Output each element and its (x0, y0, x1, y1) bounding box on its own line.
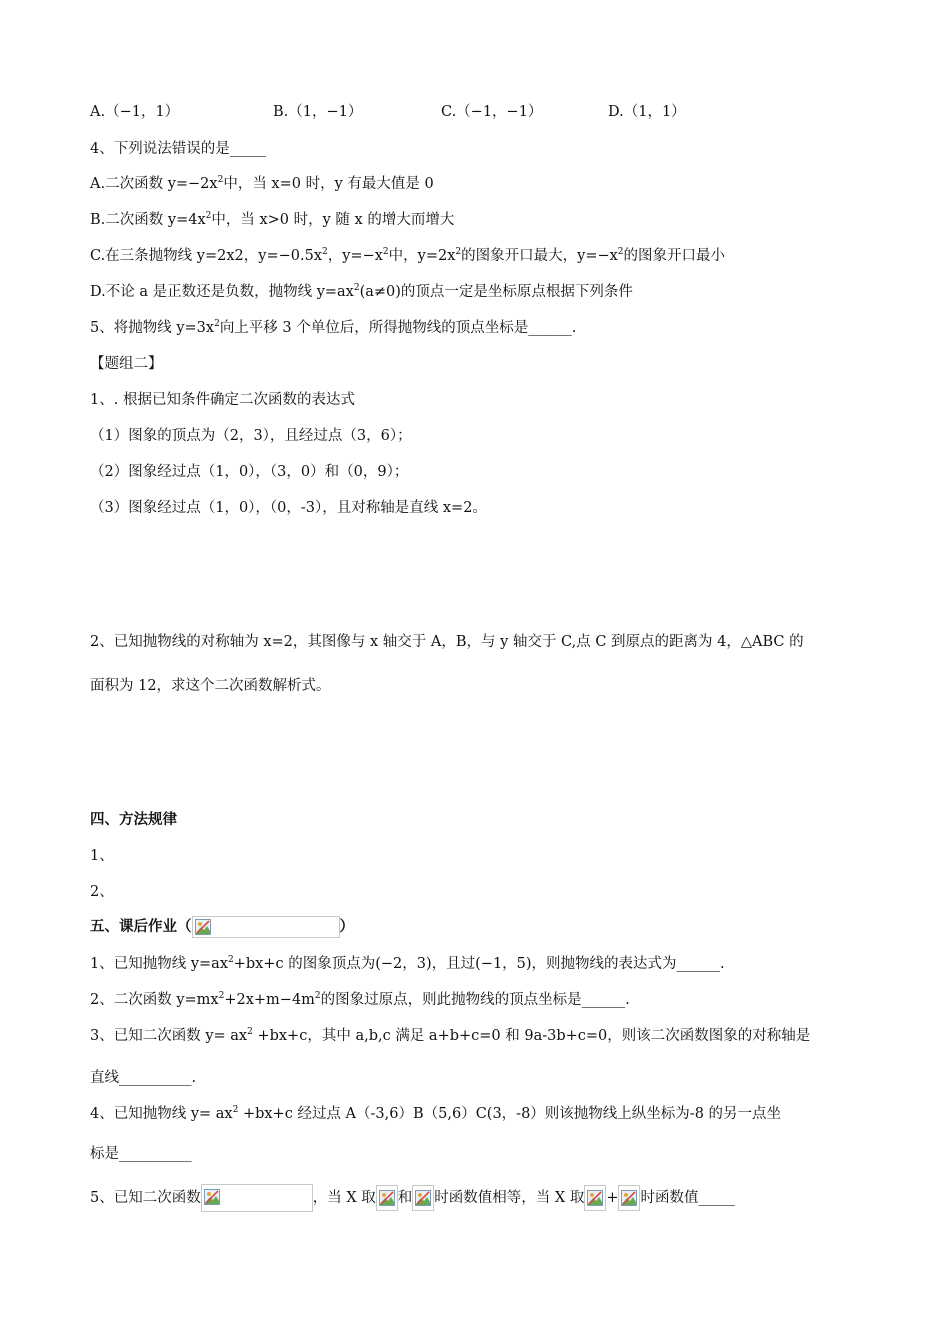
q4-option-b: B.二次函数 $y=4x^2$中，当 x>0 时，y 随 x 的增大而增大 (90, 211, 455, 228)
option-d: D.（1，1） (608, 104, 686, 120)
hw4-answer-blank: __________ (119, 1146, 192, 1162)
option-c: C.（−1，−1） (441, 104, 543, 120)
broken-image-icon (412, 1185, 434, 1211)
broken-image-icon (201, 1184, 313, 1212)
group2-q1: 1、. 根据已知条件确定二次函数的表达式 (90, 392, 355, 408)
hw3-line1: 3、已知二次函数 $y= ax^2 +bx+c$，其中 a,b,c 满足 a+b+c=0 和 9a-3b+c=0，则该二次函数图象的对称轴是 (90, 1027, 811, 1044)
broken-image-icon (376, 1185, 398, 1211)
group2-q1-3: （3）图象经过点（1，0），（0，-3），且对称轴是直线 x=2。 (90, 500, 487, 516)
q4-option-d: D.不论 a 是正数还是负数，抛物线 $y=ax^2(a\ne 0)$的顶点一定是坐标原点根据下列条件 (90, 283, 633, 300)
section4-item1: 1、 (90, 848, 114, 864)
option-b: B.（1，−1） (273, 104, 363, 120)
hw5-answer-blank: _____ (698, 1190, 735, 1206)
section5-title: 五、课后作业（ ） (90, 916, 354, 938)
hw3-answer-blank: __________ (119, 1070, 192, 1086)
q4-option-a: A.二次函数 $y=-2x^2$中，当 x=0 时，y 有最大值是 0 (90, 175, 434, 192)
broken-image-icon (584, 1185, 606, 1211)
broken-image-icon (618, 1185, 640, 1211)
section4-item2: 2、 (90, 884, 114, 900)
section4-title: 四、方法规律 (90, 812, 177, 828)
group2-q2-line1: 2、已知抛物线的对称轴为 x=2，其图像与 x 轴交于 A，B，与 y 轴交于 C,点 C 到原点的距离为 4，△ABC 的 (90, 634, 804, 650)
hw3-line2: 直线__________. (90, 1070, 197, 1086)
option-a: A.（−1，1） (90, 104, 180, 120)
hw2: 2、二次函数 $y=mx^2+2x+m-4m^2$的图象过原点，则此抛物线的顶点坐标是______. (90, 991, 630, 1008)
hw1: 1、已知抛物线 $y=ax^2+bx+c$ 的图象顶点为(−2，3)，且过(−1，5)，则抛物线的表达式为______. (90, 955, 725, 972)
group2-title: 【题组二】 (90, 356, 163, 372)
hw4-line1: 4、已知抛物线 $y= ax^2 +bx+c$ 经过点 A（-3,6）B（5,6）C(3，-8）则该抛物线上纵坐标为-8 的另一点坐 (90, 1105, 782, 1122)
hw4-line2: 标是__________ (90, 1146, 192, 1162)
broken-image-icon (192, 916, 340, 938)
q5: 5、将抛物线 $y=3x^2$向上平移 3 个单位后，所得抛物线的顶点坐标是______. (90, 319, 577, 336)
hw5: 5、已知二次函数 ，当 X 取 和 时函数值相等，当 X 取 + 时函数值_____ (90, 1184, 735, 1212)
q4-stem: 4、下列说法错误的是_____ (90, 141, 266, 157)
group2-q1-1: （1）图象的顶点为（2，3），且经过点（3，6）； (90, 428, 412, 444)
q4-option-c: C.在三条抛物线 y=2x2，$y=-0.5x^2$，$y=-x^2$中，$y=2x^2$的图象开口最大，$y=-x^2$的图象开口最小 (90, 247, 726, 264)
group2-q1-2: （2）图象经过点（1，0），（3，0）和（0，9）； (90, 464, 409, 480)
group2-q2-line2: 面积为 12，求这个二次函数解析式。 (90, 678, 331, 694)
